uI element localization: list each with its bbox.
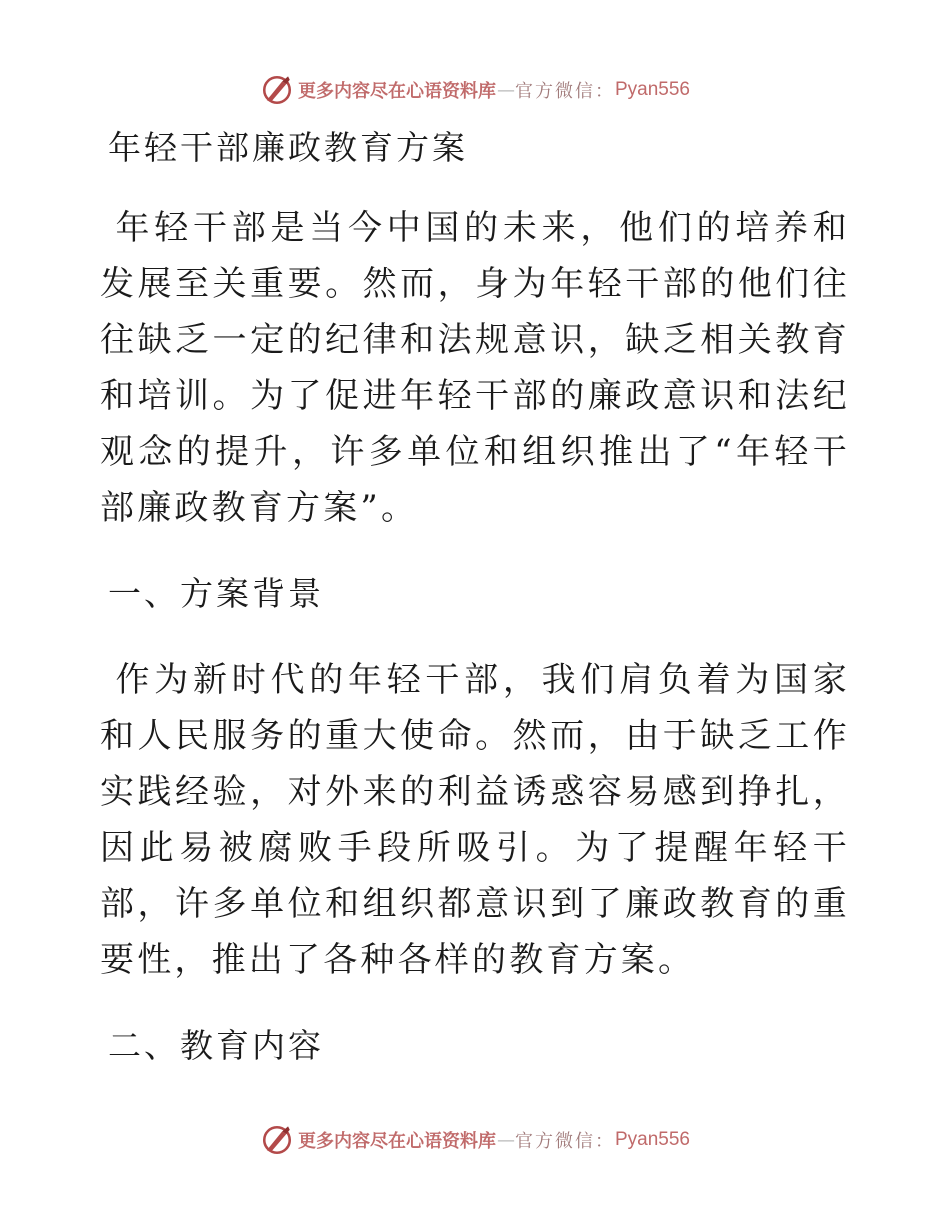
header-watermark (0, 70, 950, 110)
footer-watermark (0, 1120, 950, 1160)
document-title: 年轻干部廉政教育方案 (108, 128, 468, 167)
watermark-separator: — (496, 1129, 514, 1151)
quill-pen-logo-icon (260, 1123, 294, 1157)
watermark-account: Pyan556 (614, 1129, 690, 1150)
background-paragraph: 作为新时代的年轻干部，我们肩负着为国家和人民服务的重大使命。然而，由于缺乏工作实践经验，对外来的利益诱惑容易感到挣扎，因此易被腐败手段所吸引。为了提醒年轻干部，许多单位和组织都意识到了廉政教育的重要性，推出了各种各样的教育方案。 (100, 660, 850, 980)
section-heading-background: 一、方案背景 (108, 574, 324, 613)
watermark-separator: — (496, 79, 514, 101)
document-body (100, 120, 850, 1104)
watermark-site-text: 更多内容尽在心语资料库 (297, 81, 496, 102)
intro-paragraph: 年轻干部是当今中国的未来，他们的培养和发展至关重要。然而，身为年轻干部的他们往往缺乏一定的纪律和法规意识，缺乏相关教育和培训。为了促进年轻干部的廉政意识和法纪观念的提升，许多单位和组织推出了“年轻干部廉政教育方案”。 (100, 208, 850, 528)
section-heading-content: 二、教育内容 (108, 1026, 324, 1065)
watermark-account: Pyan556 (614, 79, 690, 100)
quill-pen-logo-icon (260, 73, 294, 107)
watermark-official-label: 官方微信： (514, 1131, 615, 1152)
watermark-official-label: 官方微信： (514, 81, 615, 102)
watermark-site-text: 更多内容尽在心语资料库 (297, 1131, 496, 1152)
